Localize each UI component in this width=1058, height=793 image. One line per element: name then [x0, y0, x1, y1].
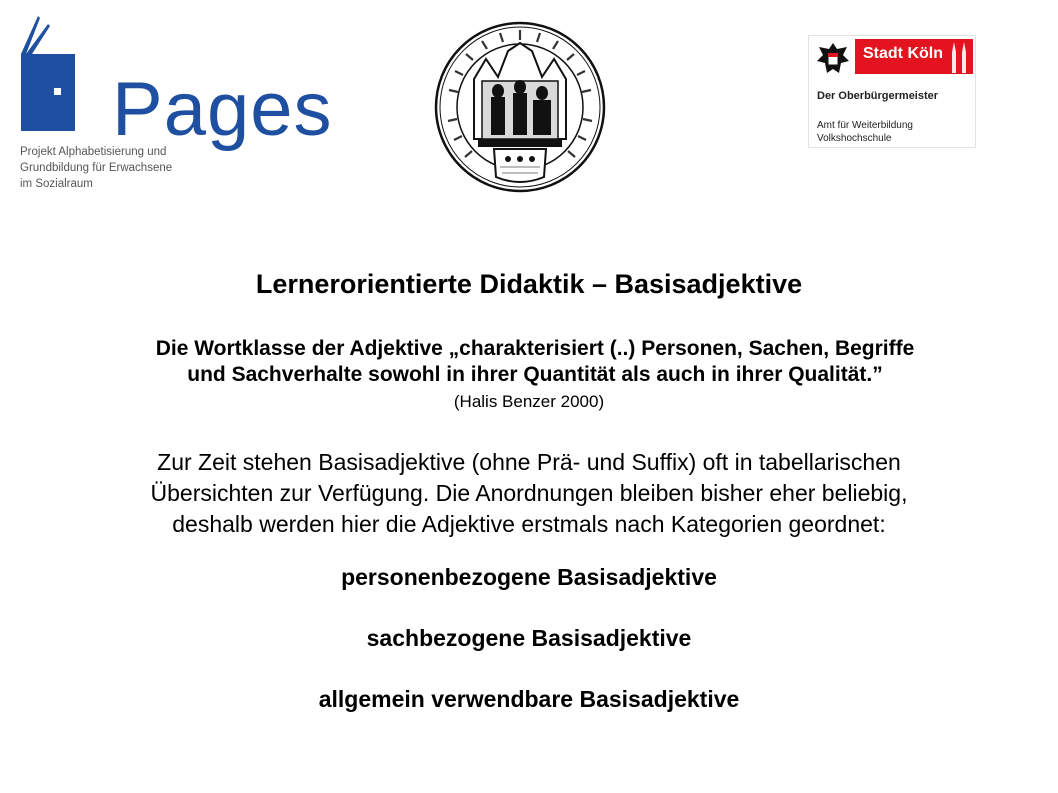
pages-subtitle — [20, 144, 172, 192]
university-seal-icon — [434, 21, 606, 193]
stadt-koeln-logo — [808, 35, 976, 148]
body-line: deshalb werden hier die Adjektive erstmals nach Kategorien geordnet: — [172, 511, 886, 537]
quote-line: und Sachverhalte sowohl in ihrer Quantität als auch in ihrer Qualität.” — [187, 363, 883, 386]
pages-wordmark: Pages — [112, 67, 333, 152]
pages-subtitle-line: im Sozialraum — [20, 178, 93, 190]
page-title: Lernerorientierte Didaktik – Basisadjektive — [255, 269, 803, 299]
body-line: Zur Zeit stehen Basisadjektive (ohne Prä- und Suffix) oft in tabellarischen — [157, 449, 901, 475]
category-personenbezogen: personenbezogene Basisadjektive — [341, 564, 717, 590]
book-door-icon — [18, 14, 108, 134]
koeln-office-line: Amt für Weiterbildung — [817, 120, 913, 131]
pages-logo — [18, 14, 333, 204]
category-sachbezogen: sachbezogene Basisadjektive — [366, 625, 692, 651]
body-line: Übersichten zur Verfügung. Die Anordnungen bleiben bisher eher beliebig, — [150, 480, 908, 506]
koeln-name: Stadt Köln — [863, 45, 943, 62]
cathedral-icon — [949, 40, 969, 73]
pages-subtitle-line: Grundbildung für Erwachsene — [20, 162, 173, 174]
body-paragraph — [0, 447, 1058, 540]
quote-line: Die Wortklasse der Adjektive „charakterisiert (..) Personen, Sachen, Begriffe — [155, 337, 915, 360]
pages-subtitle-line: Projekt Alphabetisierung und — [20, 146, 167, 158]
eagle-crest-icon — [813, 39, 853, 79]
quote — [15, 336, 1055, 388]
quote-source: (Halis Benzer 2000) — [453, 392, 605, 411]
koeln-mayor: Der Oberbürgermeister — [817, 90, 939, 102]
koeln-office-line: Volkshochschule — [817, 133, 892, 144]
koeln-office — [817, 119, 913, 145]
category-allgemein: allgemein verwendbare Basisadjektive — [318, 686, 740, 712]
